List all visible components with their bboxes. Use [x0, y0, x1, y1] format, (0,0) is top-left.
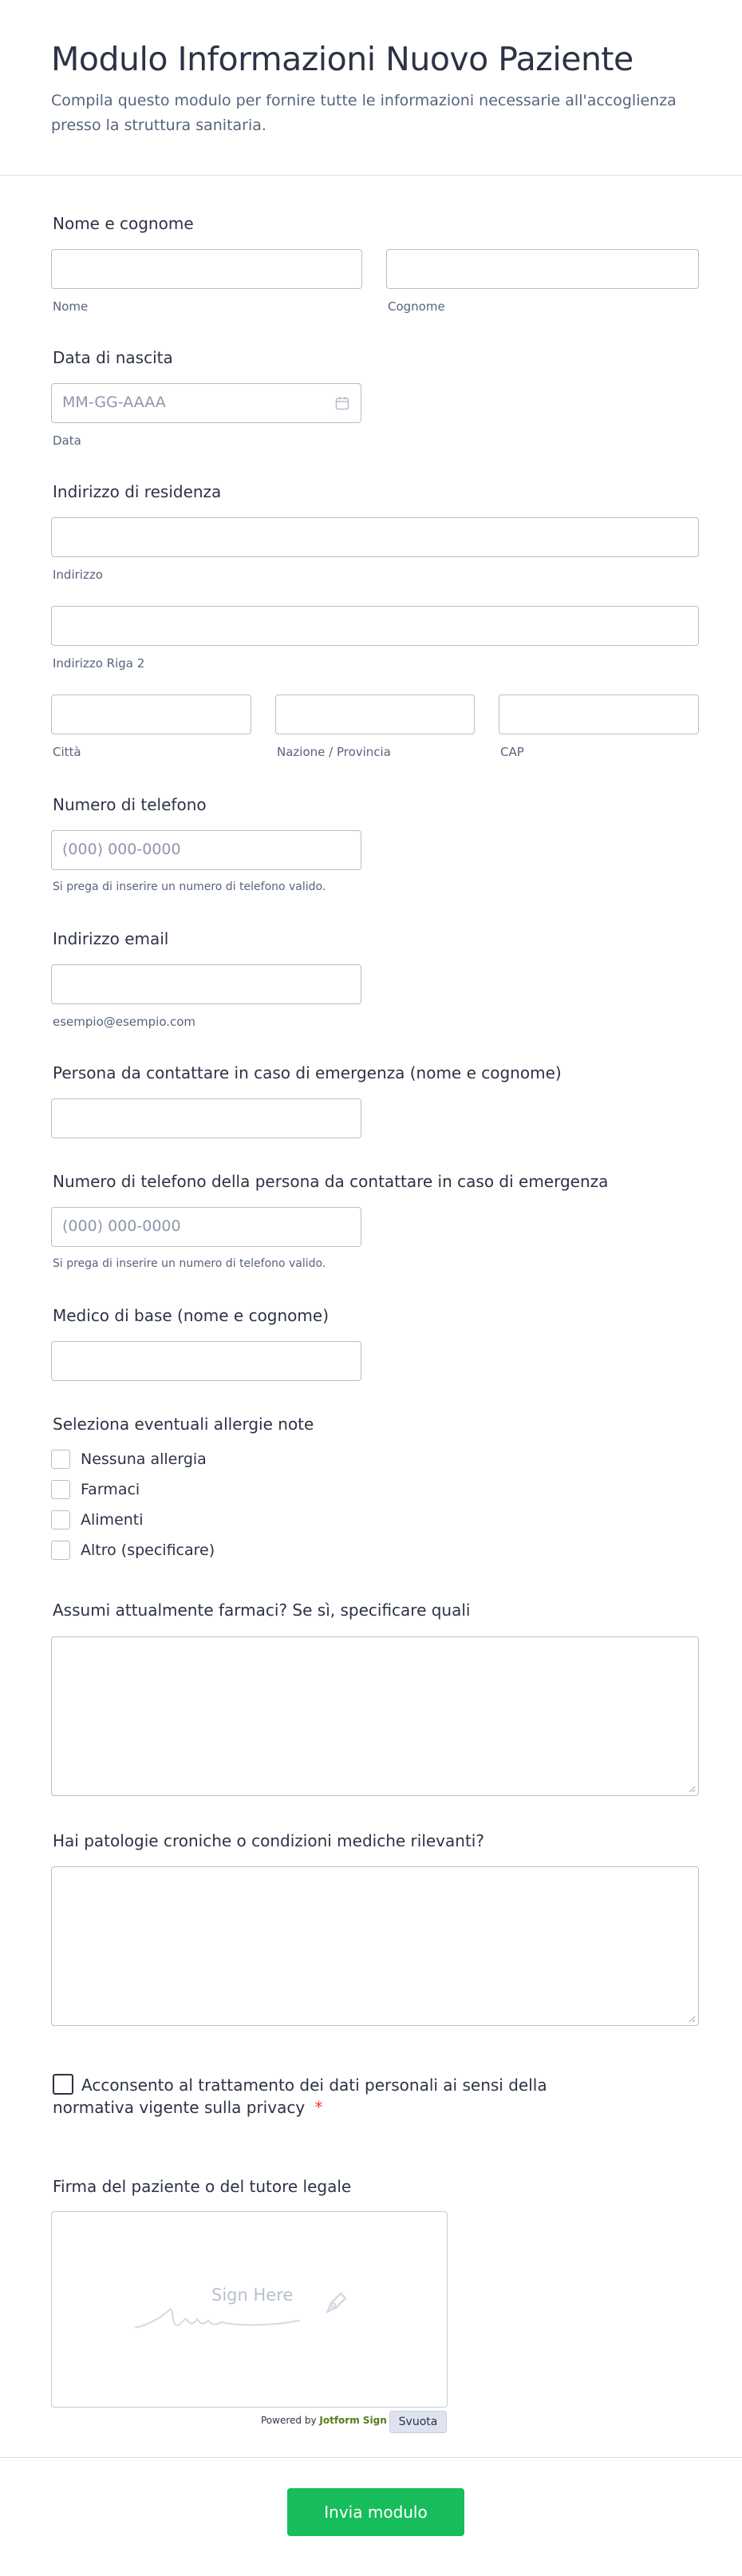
- emergency-phone-input[interactable]: [51, 1207, 361, 1247]
- first-name-input[interactable]: [51, 249, 362, 289]
- phone-label: Numero di telefono: [53, 795, 207, 814]
- zip-sublabel: CAP: [500, 745, 524, 759]
- address-line1-input[interactable]: [51, 517, 699, 557]
- emergency-phone-label: Numero di telefono della persona da contattare in caso di emergenza: [53, 1172, 609, 1191]
- powered-by: [261, 2415, 387, 2426]
- allergy-option-food[interactable]: Alimenti: [81, 1511, 144, 1529]
- consent-text[interactable]: [53, 2074, 611, 2119]
- form-title: Modulo Informazioni Nuovo Paziente: [51, 40, 633, 78]
- allergies-label: Seleziona eventuali allergie note: [53, 1415, 314, 1434]
- phone-input[interactable]: [51, 830, 361, 870]
- conditions-label: Hai patologie croniche o condizioni mediche rilevanti?: [53, 1831, 484, 1850]
- email-label: Indirizzo email: [53, 929, 169, 948]
- consent-label: Acconsento al trattamento dei dati personali ai sensi della normativa vigente sulla privacy: [53, 2075, 547, 2117]
- birth-date-placeholder: MM-GG-AAAA: [62, 394, 166, 411]
- allergy-checkbox-drugs[interactable]: [51, 1480, 70, 1499]
- birth-date-label: Data di nascita: [53, 348, 173, 367]
- address-line2-input[interactable]: [51, 606, 699, 646]
- emergency-phone-placeholder: (000) 000-0000: [62, 1217, 181, 1235]
- city-input[interactable]: [51, 694, 251, 734]
- resize-handle-icon[interactable]: [688, 1785, 696, 1793]
- submit-button[interactable]: Invia modulo: [287, 2488, 464, 2536]
- emergency-phone-sublabel: Si prega di inserire un numero di telefono valido.: [53, 1257, 326, 1270]
- calendar-icon[interactable]: [335, 396, 349, 410]
- allergy-checkbox-food[interactable]: [51, 1510, 70, 1529]
- footer-divider: [0, 2457, 742, 2458]
- signature-pad[interactable]: [51, 2211, 448, 2408]
- jotform-sign-brand[interactable]: Jotform Sign: [319, 2415, 387, 2426]
- pen-icon: [323, 2289, 350, 2316]
- birth-date-sublabel: Data: [53, 433, 81, 448]
- phone-sublabel: Si prega di inserire un numero di telefono valido.: [53, 880, 326, 893]
- doctor-label: Medico di base (nome e cognome): [53, 1306, 329, 1325]
- form-description: Compila questo modulo per fornire tutte le informazioni necessarie all'accoglienza presso la struttura sanitaria.: [51, 92, 677, 134]
- powered-by-text: Powered by: [261, 2415, 317, 2426]
- city-sublabel: Città: [53, 745, 81, 759]
- emergency-contact-label: Persona da contattare in caso di emergenza (nome e cognome): [53, 1063, 562, 1082]
- state-sublabel: Nazione / Provincia: [277, 745, 391, 759]
- last-name-sublabel: Cognome: [388, 299, 445, 314]
- allergy-checkbox-other[interactable]: [51, 1541, 70, 1560]
- email-input[interactable]: [51, 964, 361, 1004]
- doctor-input[interactable]: [51, 1341, 361, 1381]
- allergy-checkbox-none[interactable]: [51, 1450, 70, 1469]
- clear-signature-button[interactable]: Svuota: [389, 2411, 447, 2433]
- required-mark: *: [314, 2098, 323, 2117]
- state-input[interactable]: [275, 694, 475, 734]
- medications-textarea[interactable]: [51, 1636, 699, 1796]
- allergy-option-none[interactable]: Nessuna allergia: [81, 1450, 207, 1468]
- last-name-input[interactable]: [386, 249, 699, 289]
- address-line1-sublabel: Indirizzo: [53, 568, 103, 582]
- phone-placeholder: (000) 000-0000: [62, 841, 181, 858]
- form-header: [0, 0, 742, 176]
- conditions-textarea[interactable]: [51, 1866, 699, 2026]
- emergency-contact-input[interactable]: [51, 1098, 361, 1138]
- email-sublabel: esempio@esempio.com: [53, 1015, 196, 1029]
- sign-here-hint: Sign Here: [211, 2285, 294, 2305]
- signature-label: Firma del paziente o del tutore legale: [53, 2177, 352, 2196]
- first-name-sublabel: Nome: [53, 299, 89, 314]
- allergy-option-other[interactable]: Altro (specificare): [81, 1541, 215, 1559]
- birth-date-input[interactable]: [51, 383, 361, 423]
- allergy-option-drugs[interactable]: Farmaci: [81, 1481, 140, 1498]
- address-label: Indirizzo di residenza: [53, 482, 222, 501]
- resize-handle-icon[interactable]: [688, 2015, 696, 2023]
- medications-label: Assumi attualmente farmaci? Se sì, specificare quali: [53, 1601, 471, 1620]
- zip-input[interactable]: [499, 694, 699, 734]
- address-line2-sublabel: Indirizzo Riga 2: [53, 656, 145, 671]
- name-label: Nome e cognome: [53, 214, 194, 233]
